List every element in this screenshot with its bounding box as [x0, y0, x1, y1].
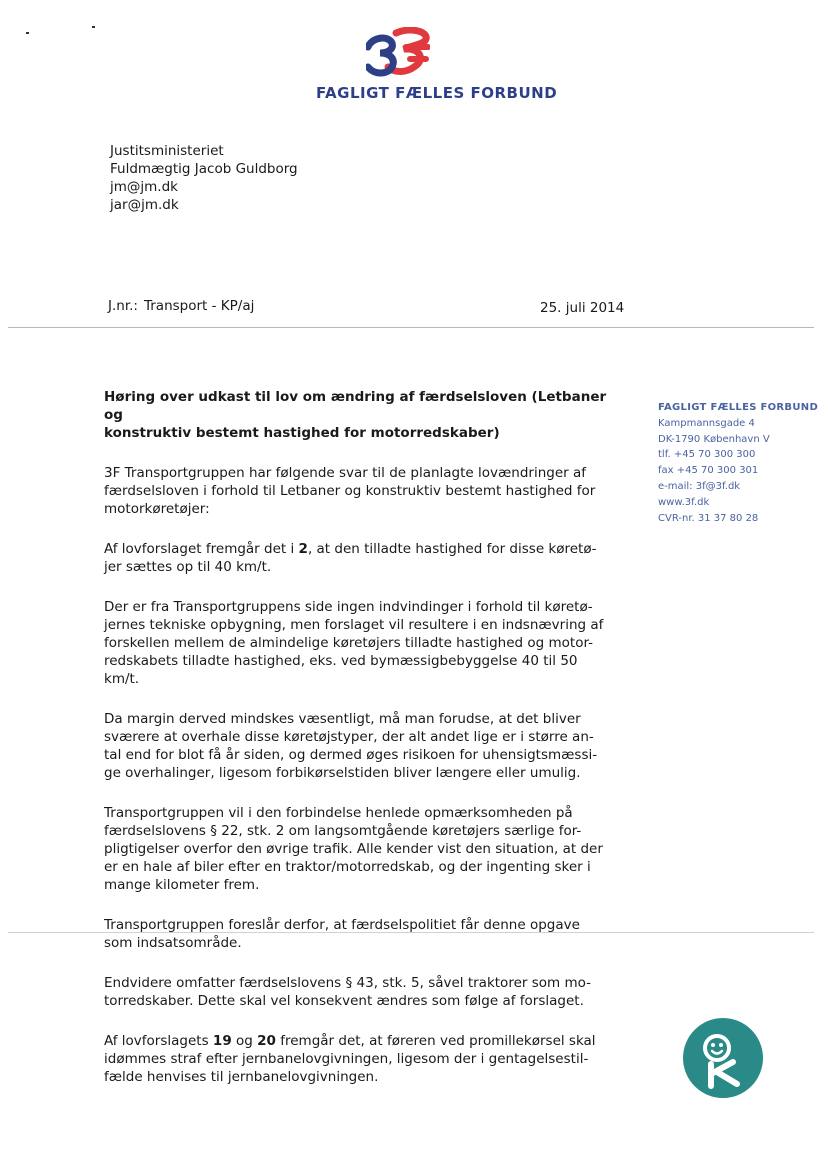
journal-label: J.nr.:	[108, 298, 138, 314]
text-line: idømmes straf efter jernbanelovgivningen, ligesom der i gentagelsestil-	[104, 1051, 589, 1067]
text-line: tal end for blot få år siden, og dermed øges risikoen for uhensigtsmæssi-	[104, 747, 598, 763]
letter-heading	[104, 388, 629, 442]
journal-number	[108, 298, 254, 314]
sender-address-line: Kampmannsgade 4	[658, 417, 755, 429]
text-line: jer sættes op til 40 km/t.	[104, 559, 272, 575]
scan-speck	[26, 32, 29, 34]
recipient-email[interactable]: jm@jm.dk	[110, 179, 178, 195]
text-line: Transportgruppen foreslår derfor, at færdselspolitiet får denne opgave	[104, 917, 580, 933]
paragraph-speed	[104, 540, 629, 576]
text-line: ge overhalinger, ligesom forbikørselstiden bliver længere eller umulig.	[104, 765, 581, 781]
paragraph-overtaking	[104, 710, 629, 782]
paragraph-obligations	[104, 804, 629, 894]
text-line: fælde henvises til jernbanelovgivningen.	[104, 1069, 379, 1085]
sender-fax: fax +45 70 300 301	[658, 465, 759, 477]
divider-line	[8, 327, 814, 328]
3f-logo-icon	[366, 27, 430, 83]
text-line: motorkøretøjer:	[104, 501, 210, 517]
heading-line: Høring over udkast til lov om ændring af færdselsloven (Letbaner og	[104, 389, 607, 423]
sender-cvr: CVR-nr. 31 37 80 28	[658, 512, 759, 524]
text-line: 3F Transportgruppen har følgende svar til de planlagte lovændringer af	[104, 465, 586, 481]
text-line: er en hale af biler efter en traktor/motorredskab, og der ingenting sker i	[104, 859, 591, 875]
text-line: jernes tekniske opbygning, men forslaget vil resultere i en indsnævring af	[104, 617, 604, 633]
section-ref: 2	[298, 541, 308, 557]
paragraph-technical	[104, 598, 629, 688]
text-line: Der er fra Transportgruppens side ingen indvindinger i forhold til køretø-	[104, 599, 593, 615]
letter-body	[104, 388, 629, 1108]
sender-email[interactable]: e-mail: 3f@3f.dk	[658, 480, 741, 492]
heading-line: konstruktiv bestemt hastighed for motorredskaber)	[104, 425, 500, 441]
section-ref: 20	[257, 1033, 276, 1049]
text-run: fremgår det, at føreren ved promillekørsel skal	[275, 1033, 596, 1049]
recipient-line: Fuldmægtig Jacob Guldborg	[110, 161, 298, 177]
text-line: Da margin derved mindskes væsentligt, må man forudse, at det bliver	[104, 711, 581, 727]
section-ref: 19	[212, 1033, 232, 1049]
sender-contact-block	[658, 400, 818, 526]
text-line: Transportgruppen vil i den forbindelse henlede opmærksomheden på	[104, 805, 573, 821]
recipient-address	[110, 142, 298, 214]
sender-website[interactable]: www.3f.dk	[658, 496, 710, 508]
text-run: , at den tilladte hastighed for disse køretø-	[307, 541, 597, 557]
text-line: km/t.	[104, 671, 140, 687]
text-line: redskabets tilladte hastighed, eks. ved bymæssigbebyggelse 40 til 50	[104, 653, 578, 669]
text-run: Af lovforslagets	[104, 1033, 213, 1049]
paragraph-intro	[104, 464, 629, 518]
text-line: torredskaber. Dette skal vel konsekvent ændres som følge af forslaget.	[104, 993, 584, 1009]
text-line: Endvidere omfatter færdselslovens § 43, stk. 5, såvel traktorer som mo-	[104, 975, 591, 991]
paragraph-drink-driving	[104, 1032, 629, 1086]
recipient-email[interactable]: jar@jm.dk	[110, 197, 179, 213]
sender-address-line: DK-1790 København V	[658, 433, 770, 445]
text-line: færdselslovens § 22, stk. 2 om langsomtgående køretøjers særlige for-	[104, 823, 582, 839]
text-line: som indsatsområde.	[104, 935, 242, 951]
org-name: FAGLIGT FÆLLES FORBUND	[316, 84, 558, 102]
sender-phone: tlf. +45 70 300 300	[658, 449, 756, 461]
sender-name: FAGLIGT FÆLLES FORBUND	[658, 402, 819, 413]
letter-date: 25. juli 2014	[540, 300, 625, 316]
text-line: sværere at overhale disse køretøjstyper, der alt andet lige er i større an-	[104, 729, 594, 745]
journal-value: Transport - KP/aj	[143, 298, 255, 314]
text-line: mange kilometer frem.	[104, 877, 260, 893]
text-run: Af lovforslaget fremgår det i	[104, 541, 299, 557]
paragraph-tractors	[104, 974, 629, 1010]
ok-smiley-icon	[683, 1018, 763, 1098]
paragraph-proposal	[104, 916, 629, 952]
text-line: pligtigelser overfor den øvrige trafik. Alle kender vist den situation, at der	[104, 841, 603, 857]
recipient-line: Justitsministeriet	[110, 143, 224, 159]
text-line: forskellen mellem de almindelige køretøjers tilladte hastighed og motor-	[104, 635, 594, 651]
text-run: og	[231, 1033, 258, 1049]
text-line: færdselsloven i forhold til Letbaner og konstruktiv bestemt hastighed for	[104, 483, 596, 499]
scan-speck	[92, 26, 95, 28]
